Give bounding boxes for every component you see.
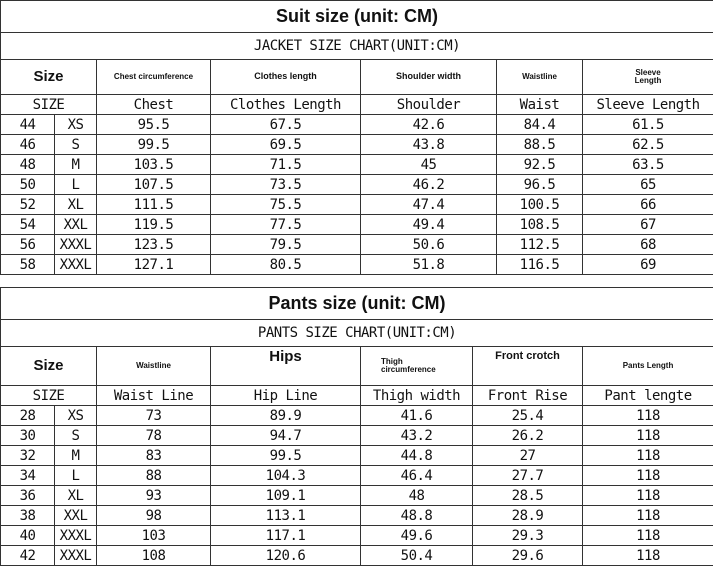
hip-value: 94.7 xyxy=(211,426,361,446)
size-letter: XXL xyxy=(55,215,97,235)
jacket-subheader-clothes-length: Clothes Length xyxy=(211,95,361,115)
sleeve-value: 63.5 xyxy=(583,155,713,175)
pants-section-title: Pants size (unit: CM) xyxy=(1,288,713,320)
hip-value: 120.6 xyxy=(211,546,361,566)
pants-subheader-thigh: Thigh width xyxy=(361,386,473,406)
sleeve-value: 65 xyxy=(583,175,713,195)
size-letter: S xyxy=(55,426,97,446)
table-row xyxy=(1,406,713,426)
front-rise-value: 27 xyxy=(473,446,583,466)
waist-value: 108 xyxy=(97,546,211,566)
size-letter: L xyxy=(55,175,97,195)
sleeve-value: 61.5 xyxy=(583,115,713,135)
pant-length-value: 118 xyxy=(583,526,713,546)
table-row xyxy=(1,135,713,155)
shoulder-value: 51.8 xyxy=(361,255,497,275)
pant-length-value: 118 xyxy=(583,486,713,506)
front-rise-value: 25.4 xyxy=(473,406,583,426)
size-number: 54 xyxy=(1,215,55,235)
size-number: 46 xyxy=(1,135,55,155)
hip-value: 117.1 xyxy=(211,526,361,546)
waist-value: 78 xyxy=(97,426,211,446)
clothes-length-value: 73.5 xyxy=(211,175,361,195)
size-number: 52 xyxy=(1,195,55,215)
chest-value: 111.5 xyxy=(97,195,211,215)
size-letter: XXXL xyxy=(55,255,97,275)
waist-value: 98 xyxy=(97,506,211,526)
waist-value: 83 xyxy=(97,446,211,466)
front-rise-value: 29.6 xyxy=(473,546,583,566)
pant-length-value: 118 xyxy=(583,506,713,526)
waist-value: 92.5 xyxy=(497,155,583,175)
shoulder-value: 50.6 xyxy=(361,235,497,255)
pants-header-size: Size xyxy=(1,347,97,386)
sleeve-value: 62.5 xyxy=(583,135,713,155)
chest-value: 123.5 xyxy=(97,235,211,255)
jacket-header-chest: Chest circumference xyxy=(97,60,211,95)
shoulder-value: 49.4 xyxy=(361,215,497,235)
shoulder-value: 47.4 xyxy=(361,195,497,215)
size-number: 36 xyxy=(1,486,55,506)
size-number: 56 xyxy=(1,235,55,255)
jacket-subheader-size: SIZE xyxy=(1,95,97,115)
size-number: 44 xyxy=(1,115,55,135)
jacket-subheader-sleeve: Sleeve Length xyxy=(583,95,713,115)
section-gap xyxy=(0,275,713,287)
jacket-subheader-shoulder: Shoulder xyxy=(361,95,497,115)
thigh-value: 41.6 xyxy=(361,406,473,426)
size-number: 34 xyxy=(1,466,55,486)
chest-value: 119.5 xyxy=(97,215,211,235)
jacket-header-sleeve: Sleeve Length xyxy=(583,60,713,95)
shoulder-value: 43.8 xyxy=(361,135,497,155)
thigh-value: 46.4 xyxy=(361,466,473,486)
size-number: 28 xyxy=(1,406,55,426)
pants-subheader-size: SIZE xyxy=(1,386,97,406)
jacket-header-clothes-length: Clothes length xyxy=(211,60,361,95)
thigh-value: 48 xyxy=(361,486,473,506)
pant-length-value: 118 xyxy=(583,446,713,466)
waist-value: 84.4 xyxy=(497,115,583,135)
clothes-length-value: 69.5 xyxy=(211,135,361,155)
jacket-rows xyxy=(1,115,713,275)
waist-value: 73 xyxy=(97,406,211,426)
size-letter: XL xyxy=(55,195,97,215)
waist-value: 96.5 xyxy=(497,175,583,195)
pants-subheader-hip: Hip Line xyxy=(211,386,361,406)
table-row xyxy=(1,195,713,215)
hip-value: 89.9 xyxy=(211,406,361,426)
table-row xyxy=(1,446,713,466)
pants-subheader-waist: Waist Line xyxy=(97,386,211,406)
table-row xyxy=(1,175,713,195)
size-number: 50 xyxy=(1,175,55,195)
clothes-length-value: 80.5 xyxy=(211,255,361,275)
pant-length-value: 118 xyxy=(583,466,713,486)
size-number: 42 xyxy=(1,546,55,566)
table-row xyxy=(1,215,713,235)
hip-value: 113.1 xyxy=(211,506,361,526)
size-number: 32 xyxy=(1,446,55,466)
front-rise-value: 26.2 xyxy=(473,426,583,446)
thigh-value: 49.6 xyxy=(361,526,473,546)
pants-subheader-front-rise: Front Rise xyxy=(473,386,583,406)
table-row xyxy=(1,426,713,446)
thigh-value: 50.4 xyxy=(361,546,473,566)
chest-value: 95.5 xyxy=(97,115,211,135)
shoulder-value: 45 xyxy=(361,155,497,175)
table-row xyxy=(1,155,713,175)
front-rise-value: 28.5 xyxy=(473,486,583,506)
chest-value: 103.5 xyxy=(97,155,211,175)
pant-length-value: 118 xyxy=(583,406,713,426)
table-row xyxy=(1,486,713,506)
front-rise-value: 29.3 xyxy=(473,526,583,546)
size-number: 40 xyxy=(1,526,55,546)
pants-header-length: Pants Length xyxy=(583,347,713,386)
pants-rows xyxy=(1,406,713,566)
sleeve-value: 66 xyxy=(583,195,713,215)
size-letter: L xyxy=(55,466,97,486)
size-letter: M xyxy=(55,446,97,466)
pants-chart-title: PANTS SIZE CHART(UNIT:CM) xyxy=(1,320,713,347)
table-row xyxy=(1,546,713,566)
sleeve-value: 67 xyxy=(583,215,713,235)
jacket-header-shoulder: Shoulder width xyxy=(361,60,497,95)
jacket-subheader-chest: Chest xyxy=(97,95,211,115)
jacket-section-title: Suit size (unit: CM) xyxy=(1,1,713,33)
front-rise-value: 27.7 xyxy=(473,466,583,486)
size-letter: XXL xyxy=(55,506,97,526)
size-letter: XL xyxy=(55,486,97,506)
size-letter: XXXL xyxy=(55,526,97,546)
waist-value: 108.5 xyxy=(497,215,583,235)
clothes-length-value: 71.5 xyxy=(211,155,361,175)
size-number: 48 xyxy=(1,155,55,175)
pants-header-thigh: Thigh circumference xyxy=(361,347,473,386)
jacket-subheader-waist: Waist xyxy=(497,95,583,115)
table-row xyxy=(1,235,713,255)
jacket-header-waist: Waistline xyxy=(497,60,583,95)
size-number: 30 xyxy=(1,426,55,446)
jacket-header-size: Size xyxy=(1,60,97,95)
table-row xyxy=(1,466,713,486)
waist-value: 88 xyxy=(97,466,211,486)
sleeve-value: 69 xyxy=(583,255,713,275)
pant-length-value: 118 xyxy=(583,426,713,446)
shoulder-value: 46.2 xyxy=(361,175,497,195)
chest-value: 127.1 xyxy=(97,255,211,275)
size-number: 38 xyxy=(1,506,55,526)
hip-value: 109.1 xyxy=(211,486,361,506)
chest-value: 107.5 xyxy=(97,175,211,195)
front-rise-value: 28.9 xyxy=(473,506,583,526)
shoulder-value: 42.6 xyxy=(361,115,497,135)
clothes-length-value: 79.5 xyxy=(211,235,361,255)
waist-value: 116.5 xyxy=(497,255,583,275)
pants-header-waist: Waistline xyxy=(97,347,211,386)
hip-value: 104.3 xyxy=(211,466,361,486)
chest-value: 99.5 xyxy=(97,135,211,155)
size-letter: M xyxy=(55,155,97,175)
pant-length-value: 118 xyxy=(583,546,713,566)
waist-value: 100.5 xyxy=(497,195,583,215)
jacket-size-table xyxy=(0,0,713,275)
waist-value: 93 xyxy=(97,486,211,506)
thigh-value: 44.8 xyxy=(361,446,473,466)
waist-value: 103 xyxy=(97,526,211,546)
pants-header-front-crotch: Front crotch xyxy=(473,347,583,386)
size-letter: S xyxy=(55,135,97,155)
hip-value: 99.5 xyxy=(211,446,361,466)
thigh-value: 43.2 xyxy=(361,426,473,446)
waist-value: 88.5 xyxy=(497,135,583,155)
pants-header-hips: Hips xyxy=(211,347,361,386)
table-row xyxy=(1,506,713,526)
sleeve-value: 68 xyxy=(583,235,713,255)
table-row xyxy=(1,115,713,135)
clothes-length-value: 67.5 xyxy=(211,115,361,135)
table-row xyxy=(1,526,713,546)
size-letter: XS xyxy=(55,406,97,426)
size-number: 58 xyxy=(1,255,55,275)
size-letter: XXXL xyxy=(55,235,97,255)
pants-subheader-length: Pant lengte xyxy=(583,386,713,406)
thigh-value: 48.8 xyxy=(361,506,473,526)
size-letter: XXXL xyxy=(55,546,97,566)
size-letter: XS xyxy=(55,115,97,135)
clothes-length-value: 75.5 xyxy=(211,195,361,215)
table-row xyxy=(1,255,713,275)
waist-value: 112.5 xyxy=(497,235,583,255)
clothes-length-value: 77.5 xyxy=(211,215,361,235)
jacket-chart-title: JACKET SIZE CHART(UNIT:CM) xyxy=(1,33,713,60)
pants-size-table xyxy=(0,287,713,566)
